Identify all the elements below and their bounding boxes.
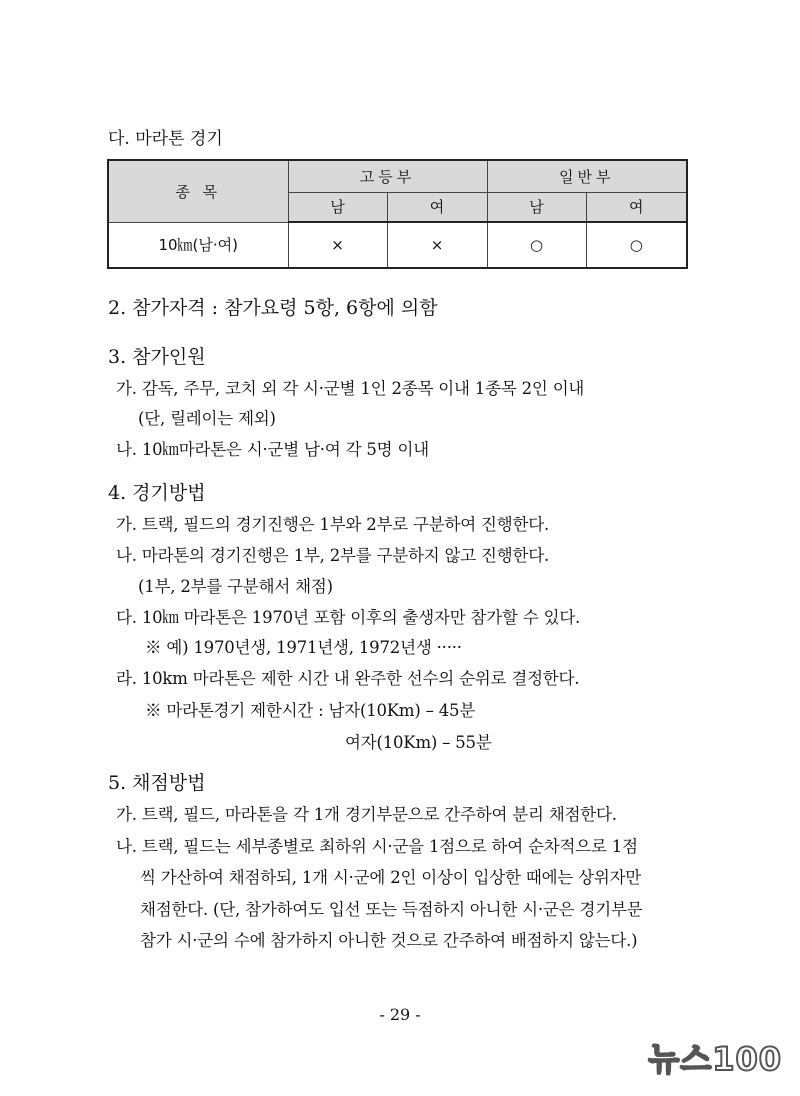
- cell-general-male: ○: [487, 222, 586, 268]
- news100-watermark-logo: 뉴스100: [648, 1040, 782, 1078]
- section-5-item-b-line3: 채점한다. (단, 참가하여도 입선 또는 득점하지 아니한 시·군은 경기부문: [140, 900, 643, 919]
- header-high-school: 고등부: [288, 160, 487, 192]
- page-number: - 29 -: [379, 1005, 421, 1024]
- section-4-item-a: 가. 트랙, 필드의 경기진행은 1부와 2부로 구분하여 진행한다.: [116, 515, 550, 534]
- cell-general-female: ○: [586, 222, 687, 268]
- event-table: [107, 159, 688, 269]
- section-5-item-b-line2: 씩 가산하여 채점하되, 1개 시·군에 2인 이상이 입상한 때에는 상위자만: [140, 868, 642, 887]
- cell-high-female: ×: [387, 222, 487, 268]
- table-row: [108, 222, 687, 268]
- section-4-item-d-note-female: 여자(10Km) – 55분: [345, 733, 492, 752]
- marathon-heading: 다. 마라톤 경기: [108, 129, 223, 149]
- section-3-title: 3. 참가인원: [108, 346, 206, 368]
- section-4-item-b-note: (1부, 2부를 구분해서 채점): [138, 577, 333, 596]
- header-general-female: 여: [586, 192, 687, 222]
- section-3-item-a: 가. 감독, 주무, 코치 외 각 시·군별 1인 2종목 이내 1종목 2인 이내: [116, 379, 585, 398]
- section-4-item-c: 다. 10㎞ 마라톤은 1970년 포함 이후의 출생자만 참가할 수 있다.: [116, 608, 581, 627]
- cell-event: 10㎞(남·여): [108, 222, 288, 268]
- cell-high-male: ×: [288, 222, 387, 268]
- section-4-item-d-note-male: ※ 마라톤경기 제한시간 : 남자(10Km) – 45분: [145, 701, 476, 720]
- section-3-item-a-note: (단, 릴레이는 제외): [138, 409, 276, 428]
- section-5-title: 5. 채점방법: [108, 772, 206, 794]
- header-high-male: 남: [288, 192, 387, 222]
- section-4-item-b: 나. 마라톤의 경기진행은 1부, 2부를 구분하지 않고 진행한다.: [116, 546, 550, 565]
- section-5-item-b-line4: 참가 시·군의 수에 참가하지 아니한 것으로 간주하여 배점하지 않는다.): [140, 931, 638, 950]
- section-2-title: 2. 참가자격 : 참가요령 5항, 6항에 의함: [108, 297, 438, 319]
- header-event: 종 목: [108, 160, 288, 222]
- section-5-item-b-line1: 나. 트랙, 필드는 세부종별로 최하위 시·군을 1점으로 하여 순차적으로 1점: [116, 837, 638, 856]
- section-4-item-c-note: ※ 예) 1970년생, 1971년생, 1972년생 ·····: [145, 638, 462, 657]
- section-5-item-a: 가. 트랙, 필드, 마라톤을 각 1개 경기부문으로 간주하여 분리 채점한다.: [116, 805, 617, 824]
- header-high-female: 여: [387, 192, 487, 222]
- header-general-male: 남: [487, 192, 586, 222]
- section-4-item-d: 라. 10km 마라톤은 제한 시간 내 완주한 선수의 순위로 결정한다.: [116, 669, 580, 688]
- section-3-item-b: 나. 10㎞마라톤은 시·군별 남·여 각 5명 이내: [116, 440, 429, 459]
- header-general: 일반부: [487, 160, 687, 192]
- section-4-title: 4. 경기방법: [108, 482, 206, 504]
